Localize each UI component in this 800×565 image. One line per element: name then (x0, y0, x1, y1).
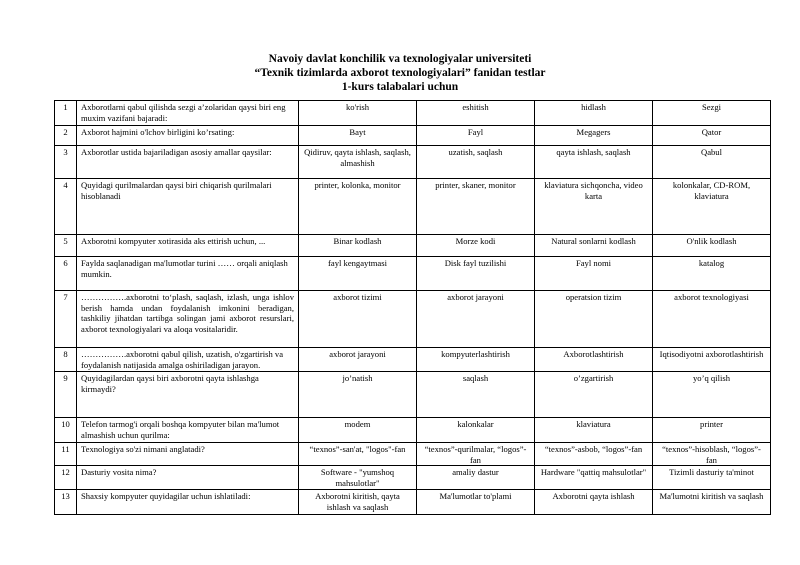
option-a: Qidiruv, qayta ishlash, saqlash, almashish (299, 146, 417, 179)
option-b: kalonkalar (417, 418, 535, 443)
option-d: O'nlik kodlash (653, 235, 771, 257)
option-c: klaviatura (535, 418, 653, 443)
question-number: 1 (55, 101, 77, 126)
option-a: axborot tizimi (299, 291, 417, 348)
question-text: …………….axborotni qabul qilish, uzatish, o'zgartirish va foydalanish natijasida amalga oshiriladigan jarayon. (77, 348, 299, 372)
table-row (55, 348, 771, 372)
option-c: qayta ishlash, saqlash (535, 146, 653, 179)
option-b: kompyuterlashtirish (417, 348, 535, 372)
option-c: Axborotni qayta ishlash (535, 490, 653, 515)
option-d: printer (653, 418, 771, 443)
question-text: Shaxsiy kompyuter quyidagilar uchun ishlatiladi: (77, 490, 299, 515)
option-a: “texnos”-san'at, "logos"-fan (299, 443, 417, 466)
table-row (55, 443, 771, 466)
table-row (55, 418, 771, 443)
table-row (55, 490, 771, 515)
question-text: Axborot hajmini o'lchov birligini ko’rsating: (77, 126, 299, 146)
option-a: Binar kodlash (299, 235, 417, 257)
option-b: saqlash (417, 372, 535, 418)
question-text: Axborotni kompyuter xotirasida aks ettirish uchun, ... (77, 235, 299, 257)
question-number: 10 (55, 418, 77, 443)
question-number: 8 (55, 348, 77, 372)
option-c: hidlash (535, 101, 653, 126)
question-number: 11 (55, 443, 77, 466)
question-text: Quyidagilardan qaysi biri axborotni qayta ishlashga kirmaydi? (77, 372, 299, 418)
table-row (55, 235, 771, 257)
question-text: Dasturiy vosita nima? (77, 466, 299, 490)
question-number: 2 (55, 126, 77, 146)
option-a: axborot jarayoni (299, 348, 417, 372)
question-number: 3 (55, 146, 77, 179)
option-b: eshitish (417, 101, 535, 126)
question-number: 13 (55, 490, 77, 515)
option-b: printer, skaner, monitor (417, 179, 535, 235)
question-text: Texnologiya so'zi nimani anglatadi? (77, 443, 299, 466)
question-text: Quyidagi qurilmalardan qaysi biri chiqarish qurilmalari hisoblanadi (77, 179, 299, 235)
table-row (55, 291, 771, 348)
option-c: Axborotlashtirish (535, 348, 653, 372)
option-d: Tizimli dasturiy ta'minot (653, 466, 771, 490)
table-row (55, 101, 771, 126)
question-number: 12 (55, 466, 77, 490)
option-b: Fayl (417, 126, 535, 146)
option-d: Qabul (653, 146, 771, 179)
table-row (55, 372, 771, 418)
option-b: uzatish, saqlash (417, 146, 535, 179)
option-a: Software - "yumshoq mahsulotlar" (299, 466, 417, 490)
table-row (55, 126, 771, 146)
option-d: axborot texnologiyasi (653, 291, 771, 348)
table-row (55, 179, 771, 235)
option-c: Megagers (535, 126, 653, 146)
option-a: jo’natish (299, 372, 417, 418)
option-a: Bayt (299, 126, 417, 146)
option-d: katalog (653, 257, 771, 291)
option-c: klaviatura sichqoncha, video karta (535, 179, 653, 235)
option-c: “texnos”-asbob, “logos”-fan (535, 443, 653, 466)
question-number: 6 (55, 257, 77, 291)
option-d: “texnos”-hisoblash, “logos”-fan (653, 443, 771, 466)
question-text: Telefon tarmog'i orqali boshqa kompyuter bilan ma'lumot almashish uchun qurilma: (77, 418, 299, 443)
option-a: Axborotni kiritish, qayta ishlash va saqlash (299, 490, 417, 515)
option-b: Disk fayl tuzilishi (417, 257, 535, 291)
option-b: Ma'lumotlar to'plami (417, 490, 535, 515)
option-b: “texnos”-qurilmalar, “logos”-fan (417, 443, 535, 466)
option-a: ko'rish (299, 101, 417, 126)
option-b: axborot jarayoni (417, 291, 535, 348)
course-title: 1-kurs talabalari uchun (341, 81, 459, 93)
option-d: yo’q qilish (653, 372, 771, 418)
option-a: fayl kengaytmasi (299, 257, 417, 291)
option-c: Hardware "qattiq mahsulotlar" (535, 466, 653, 490)
option-c: Natural sonlarni kodlash (535, 235, 653, 257)
option-d: Sezgi (653, 101, 771, 126)
university-title: Navoiy davlat konchilik va texnologiyalar universiteti (268, 53, 532, 65)
table-row (55, 257, 771, 291)
table-row (55, 466, 771, 490)
option-c: operatsion tizim (535, 291, 653, 348)
option-d: Iqtisodiyotni axborotlashtirish (653, 348, 771, 372)
table-row (55, 146, 771, 179)
option-d: Ma'lumotni kiritish va saqlash (653, 490, 771, 515)
question-text: …………….axborotni to‘plash, saqlash, izlash, unga ishlov berish hamda undan foydalanish imkonini beradigan, tashkiliy jihatdan tartibga solingan jami axborot resurslari, axborot texnologiyalari va aloqa vositalaridir. (77, 291, 299, 348)
option-b: amaliy dastur (417, 466, 535, 490)
option-c: Fayl nomi (535, 257, 653, 291)
test-table (54, 100, 771, 515)
option-c: o’zgartirish (535, 372, 653, 418)
option-d: Qator (653, 126, 771, 146)
document-header (0, 52, 800, 94)
question-number: 5 (55, 235, 77, 257)
option-a: modem (299, 418, 417, 443)
option-b: Morze kodi (417, 235, 535, 257)
option-d: kolonkalar, CD-ROM, klaviatura (653, 179, 771, 235)
subject-title: “Texnik tizimlarda axborot texnologiyalari” fanidan testlar (254, 67, 546, 79)
question-text: Axborotlar ustida bajariladigan asosiy amallar qaysilar: (77, 146, 299, 179)
question-text: Axborotlarni qabul qilishda sezgi a’zolaridan qaysi biri eng muxim vazifani bajaradi: (77, 101, 299, 126)
question-number: 9 (55, 372, 77, 418)
question-text: Faylda saqlanadigan ma'lumotlar turini …… orqali aniqlash mumkin. (77, 257, 299, 291)
question-number: 4 (55, 179, 77, 235)
option-a: printer, kolonka, monitor (299, 179, 417, 235)
question-number: 7 (55, 291, 77, 348)
